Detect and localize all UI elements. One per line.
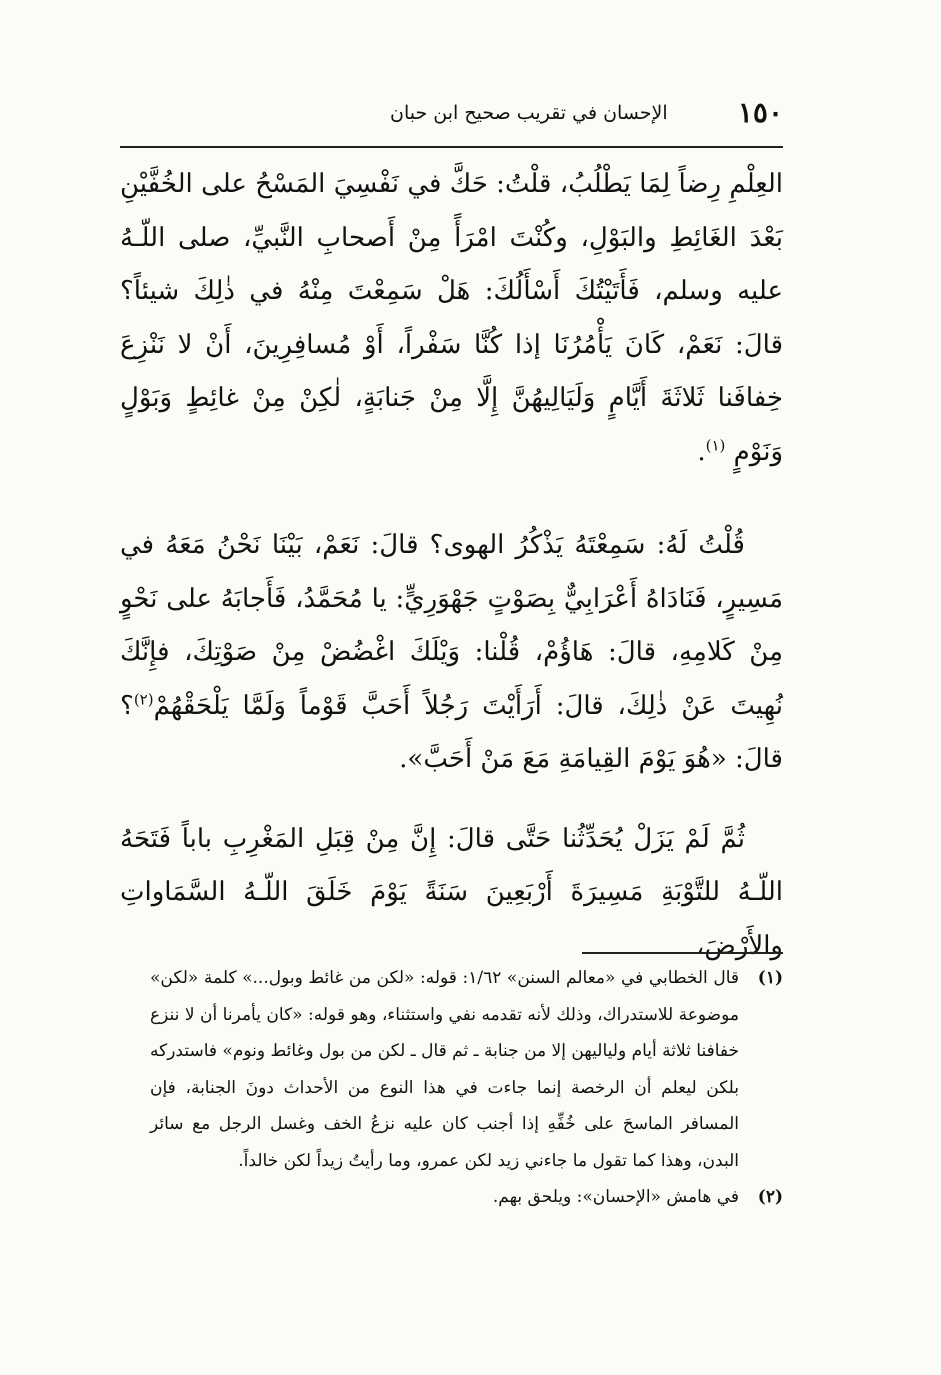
footnote-2-number: (٢) [757,1187,783,1207]
paragraph-2-end: ؟ قالَ: «هُوَ يَوْمَ القِيامَةِ مَعَ مَنْ أَحَبَّ». [120,690,783,774]
paragraph-1 [120,158,783,479]
paragraph-1-end: . [697,436,706,467]
footnote-ref-2: (٢) [133,689,154,708]
page-header [120,92,783,140]
footnote-rule [582,952,783,954]
header-rule [120,146,783,148]
footnote-1 [150,960,783,1179]
main-text [120,152,783,973]
paragraph-3: ثُمَّ لَمْ يَزَلْ يُحَدِّثُنا حَتَّى قالَ: إِنَّ مِنْ قِبَلِ المَغْرِبِ باباً فَتَحَهُ اللّـهُ للتَّوْبَةِ مَسِيرَةَ أَرْبَعِينَ سَنَةً يَوْمَ خَلَقَ اللّـهُ السَّمَاواتِ والأَرْضَ، [120,823,783,961]
page-number: ١٥٠ [737,96,783,129]
footnotes [150,960,783,1216]
footnote-1-number: (١) [757,968,783,988]
paragraph-1-text: العِلْمِ رِضاً لِمَا يَطْلُبُ، قلْتُ: حَكَّ في نَفْسِيَ المَسْحُ على الخُفَّيْنِ بَعْدَ الغَائِطِ والبَوْلِ، وكُنْتَ امْرَأً مِنْ أَصحابِ النَّبيِّ، صلى اللّـهُ عليه وسلم، فَأَتَيْتُكَ أَسْأَلُكَ: هَلْ سَمِعْتَ مِنْهُ في ذٰلِكَ شيئاً؟ قالَ: نَعَمْ، كَانَ يَأْمُرُنَا إذا كُنَّا سَفْراً، أَوْ مُسافِرِينَ، أَنْ لا نَنْزِعَ خِفافَنا ثَلاثَةَ أَيَّامٍ وَلَيَالِيهُنَّ إِلَّا مِنْ جَنابَةٍ، لٰكِنْ مِنْ غائِطٍ وَبَوْلٍ وَنَوْمٍ [120,169,783,467]
footnote-2 [150,1179,783,1216]
footnote-1-text: قال الخطابي في «معالم السنن» ١/٦٢: قوله: «لكن من غائط وبول...» كلمة «لكن» موضوعة للاستدراك، وذلك لأنه تقدمه نفي واستثناء، وهو قوله: «كان يأمرنا أن لا ننزع خفافنا ثلاثة أيام ولياليهن إلا من جنابة ـ ثم قال ـ لكن من بول وغائط ونوم» فاستدركه بلكن ليعلم أن الرخصة إنما جاءت في هذا النوع من الأحداث دونَ الجنابة، فإن المسافر الماسحَ على خُفِّهِ إذا أجنب كان عليه نزعُ الخف وغسل الرجل مع سائر البدن، وهذا كما تقول ما جاءني زيد لكن عمرو، وما رأيتُ زيداً لكن خالداً. [150,968,740,1171]
footnote-2-text: في هامش «الإحسان»: ويلحق بهم. [492,1187,739,1207]
paragraph-2-text: قُلْتُ لَهُ: سَمِعْتَهُ يَذْكُرُ الهوى؟ قالَ: نَعَمْ، بَيْنَا نَحْنُ مَعَهُ في مَسِيرٍ، فَنَادَاهُ أَعْرَابِيٌّ بِصَوْتٍ جَهْوَرِيٍّ: يا مُحَمَّدُ، فَأَجابَهُ على نَحْوٍ مِنْ كَلامِهِ، قالَ: هَاؤُمْ، قُلْنا: وَيْلَكَ اغْضُضْ مِنْ صَوْتِكَ، فإِنَّكَ نُهِيتَ عَنْ ذٰلِكَ، قالَ: أَرَأَيْتَ رَجُلاً أَحَبَّ قَوْماً وَلَمَّا يَلْحَقْهُمْ [120,530,783,721]
footnote-ref-1: (١) [705,435,726,454]
running-title: الإحسان في تقريب صحيح ابن حبان [390,102,668,124]
paragraph-2 [120,519,783,787]
